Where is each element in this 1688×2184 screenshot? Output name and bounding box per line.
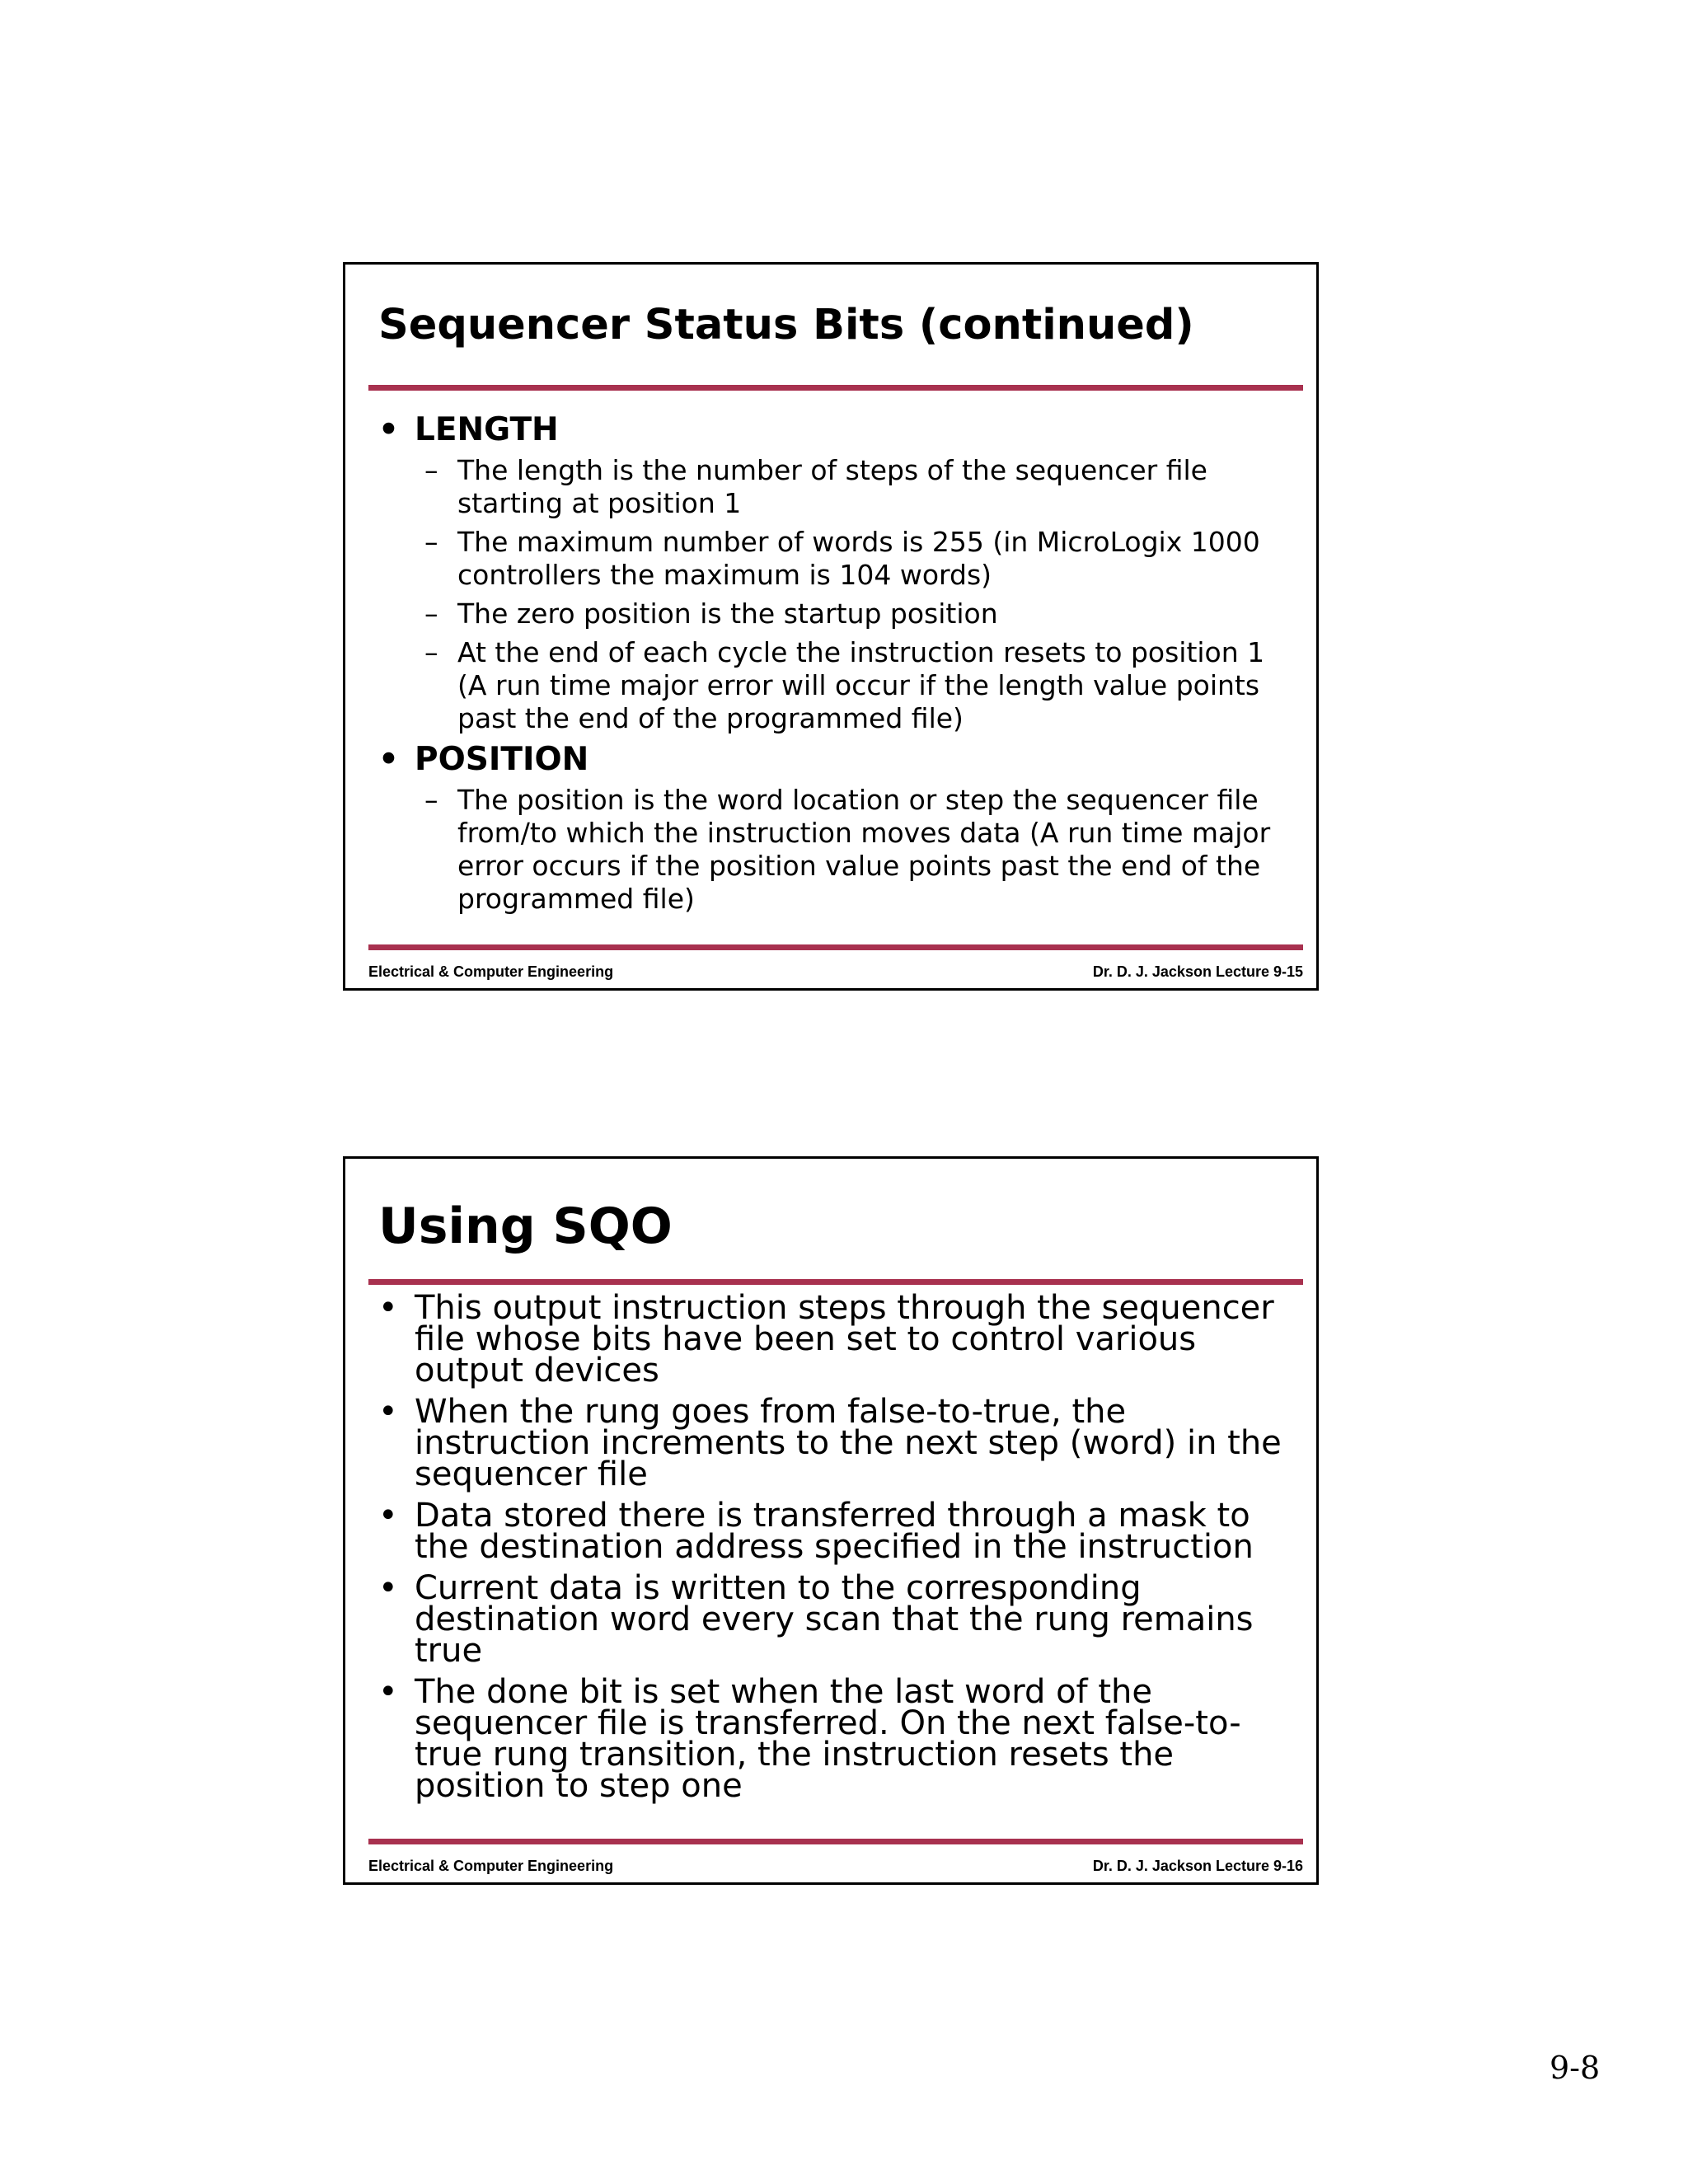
bullet-marker: • [378, 1497, 398, 1535]
bullet-position [378, 741, 1300, 779]
bullet-label: LENGTH [415, 411, 559, 448]
sub-item [378, 598, 1300, 630]
bullet-item [378, 1393, 1300, 1493]
slide-title: Sequencer Status Bits (continued) [378, 301, 1194, 349]
page-number: 9-8 [1550, 2050, 1601, 2086]
slide-content [378, 1289, 1300, 1811]
dash-marker: – [424, 784, 438, 816]
bullet-text: When the rung goes from false-to-true, the instruction increments to the next step (word) in the sequencer file [415, 1393, 1282, 1493]
bullet-text: This output instruction steps through the sequencer file whose bits have been set to control various output devices [415, 1289, 1274, 1390]
sub-item-text: At the end of each cycle the instruction resets to position 1 (A run time major error will occur if the length value points past the end of the programmed file) [457, 636, 1265, 734]
footer-lecture: Dr. D. J. Jackson Lecture 9-15 [1092, 963, 1303, 980]
sub-item-text: The maximum number of words is 255 (in MicroLogix 1000 controllers the maximum is 104 words) [457, 526, 1260, 591]
length-subitems [378, 454, 1300, 735]
dash-marker: – [424, 636, 438, 668]
title-divider [368, 385, 1303, 391]
bullet-marker: • [378, 1569, 398, 1607]
bullet-item [378, 1497, 1300, 1566]
bullet-label: POSITION [415, 741, 589, 778]
bullet-text: The done bit is set when the last word of the sequencer file is transferred. On the next false-to-true rung transition, the instruction resets the position to step one [415, 1673, 1241, 1805]
dash-marker: – [424, 598, 438, 630]
bullet-text: Data stored there is transferred through a mask to the destination address specified in the instruction [415, 1497, 1254, 1566]
bullet-marker: • [378, 1289, 398, 1327]
bullet-marker: • [378, 1673, 398, 1711]
bullet-marker: • [378, 411, 399, 448]
bullet-length [378, 411, 1300, 449]
footer-department: Electrical & Computer Engineering [368, 963, 614, 980]
bullet-marker: • [378, 741, 399, 778]
slide-using-sqo [343, 1156, 1319, 1885]
bullet-item [378, 1289, 1300, 1390]
footer-department: Electrical & Computer Engineering [368, 1858, 614, 1874]
title-divider [368, 1279, 1303, 1285]
sub-item [378, 454, 1300, 520]
bullet-item [378, 1569, 1300, 1670]
sub-item-text: The zero position is the startup position [457, 598, 998, 630]
slide-title: Using SQO [378, 1197, 673, 1255]
bullet-text: Current data is written to the corresponding destination word every scan that the rung remains true [415, 1569, 1254, 1670]
footer-lecture: Dr. D. J. Jackson Lecture 9-16 [1092, 1858, 1303, 1874]
position-subitems [378, 784, 1300, 916]
sub-item-text: The length is the number of steps of the sequencer file starting at position 1 [457, 454, 1207, 519]
dash-marker: – [424, 454, 438, 486]
bullet-marker: • [378, 1393, 398, 1431]
footer-divider [368, 944, 1303, 950]
bullet-item [378, 1673, 1300, 1805]
sub-item [378, 636, 1300, 735]
sub-item-text: The position is the word location or step the sequencer file from/to which the instruction moves data (A run time major error occurs if the position value points past the end of the programmed file) [457, 784, 1271, 915]
sub-item [378, 526, 1300, 592]
slide-sequencer-status-bits [343, 262, 1319, 991]
sub-item [378, 784, 1300, 916]
dash-marker: – [424, 526, 438, 558]
slide-content [378, 406, 1300, 921]
footer-divider [368, 1839, 1303, 1844]
